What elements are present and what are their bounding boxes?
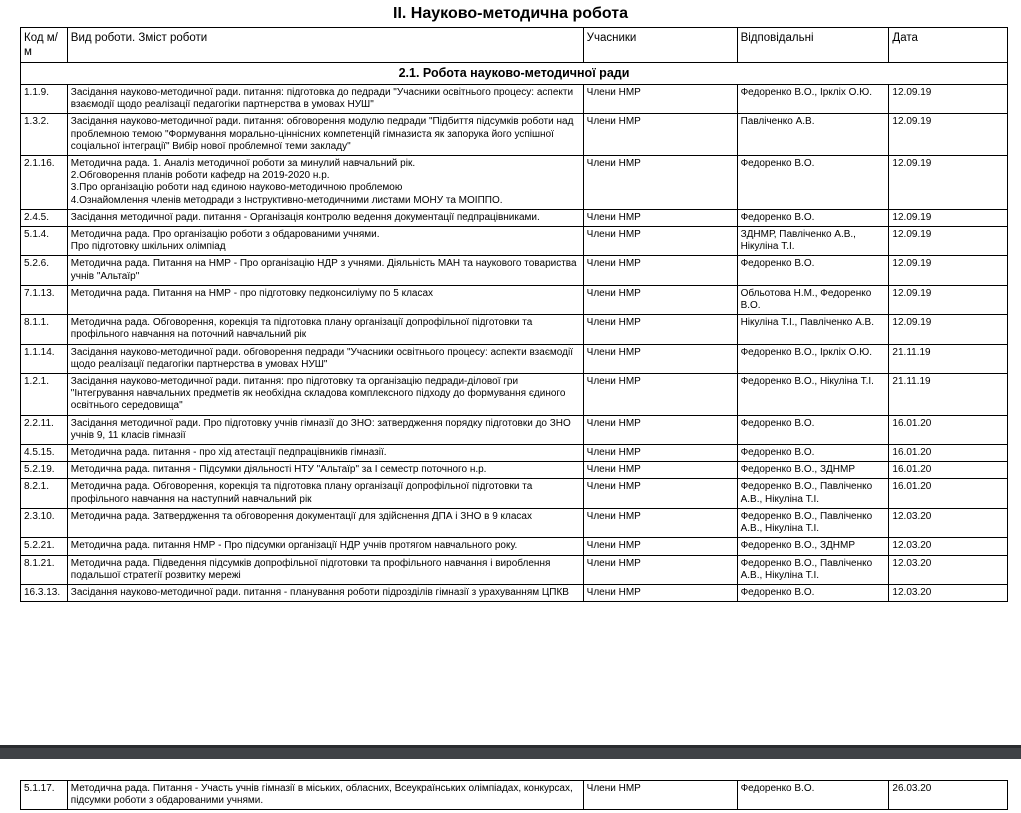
table-row xyxy=(21,508,1008,537)
work-plan-table xyxy=(20,27,1008,602)
section-row xyxy=(21,63,1008,85)
cell-participants: Члени НМР xyxy=(583,555,737,584)
cell-code: 7.1.13. xyxy=(21,285,68,314)
cell-participants: Члени НМР xyxy=(583,508,737,537)
cell-work: Засідання науково-методичної ради. питання: підготовка до педради "Учасники освітнього процесу: аспекти взаємодії щодо реалізації педагогіки партнерства в умовах НУШ" xyxy=(67,85,583,114)
cell-participants: Члени НМР xyxy=(583,781,737,810)
cell-work: Засідання науково-методичної ради. обговорення педради "Учасники освітнього процесу: аспекти взаємодії щодо реалізації педагогіки партнерства в умовах НУШ" xyxy=(67,344,583,373)
cell-date: 12.03.20 xyxy=(889,508,1008,537)
cell-participants: Члени НМР xyxy=(583,344,737,373)
cell-code: 2.4.5. xyxy=(21,209,68,226)
cell-responsible: Федоренко В.О., Павліченко А.В., Нікуліна Т.І. xyxy=(737,555,889,584)
cell-responsible: Федоренко В.О., Іркліх О.Ю. xyxy=(737,85,889,114)
table-row xyxy=(21,781,1008,810)
cell-code: 8.2.1. xyxy=(21,479,68,508)
cell-date: 26.03.20 xyxy=(889,781,1008,810)
cell-code: 8.1.21. xyxy=(21,555,68,584)
cell-participants: Члени НМР xyxy=(583,209,737,226)
cell-participants: Члени НМР xyxy=(583,227,737,256)
cell-code: 2.2.11. xyxy=(21,415,68,444)
cell-date: 12.09.19 xyxy=(889,315,1008,344)
cell-participants: Члени НМР xyxy=(583,538,737,555)
cell-work: Засідання методичної ради. питання - Організація контролю ведення документації педпрацівниками. xyxy=(67,209,583,226)
cell-code: 4.5.15. xyxy=(21,445,68,462)
cell-date: 12.09.19 xyxy=(889,156,1008,210)
cell-work: Засідання науково-методичної ради. питання: про підготовку та організацію педради-ділової гри "Інтегрування навчальних предметів як необхідна складова комплексного підходу до формування єдиного освітнього середовища" xyxy=(67,374,583,416)
cell-date: 21.11.19 xyxy=(889,344,1008,373)
header-work: Вид роботи. Зміст роботи xyxy=(67,28,583,63)
cell-participants: Члени НМР xyxy=(583,415,737,444)
cell-date: 12.03.20 xyxy=(889,555,1008,584)
table-row xyxy=(21,445,1008,462)
cell-participants: Члени НМР xyxy=(583,85,737,114)
cell-code: 16.3.13. xyxy=(21,584,68,601)
cell-work: Методична рада. Питання - Участь учнів гімназії в міських, обласних, Всеукраїнських олімпіадах, конкурсах, підсумки роботи з обдарованими учнями. xyxy=(67,781,583,810)
cell-work: Методична рада. Обговорення, корекція та підготовка плану організації допрофільної підготовки та профільного навчання на поточний навчальний рік xyxy=(67,315,583,344)
table-row xyxy=(21,462,1008,479)
cell-date: 12.03.20 xyxy=(889,584,1008,601)
table-row xyxy=(21,114,1008,156)
cell-date: 12.09.19 xyxy=(889,285,1008,314)
cell-responsible: Федоренко В.О. xyxy=(737,781,889,810)
cell-responsible: Федоренко В.О. xyxy=(737,156,889,210)
cell-participants: Члени НМР xyxy=(583,315,737,344)
cell-work: Методична рада. Питання на НМР - Про організацію НДР з учнями. Діяльність МАН та наукового товариства учнів "Альтаїр" xyxy=(67,256,583,285)
cell-date: 12.03.20 xyxy=(889,538,1008,555)
cell-responsible: Федоренко В.О., ЗДНМР xyxy=(737,538,889,555)
cell-date: 12.09.19 xyxy=(889,209,1008,226)
table-row xyxy=(21,479,1008,508)
table-row xyxy=(21,256,1008,285)
cell-code: 2.1.16. xyxy=(21,156,68,210)
cell-responsible: Федоренко В.О., Павліченко А.В., Нікуліна Т.І. xyxy=(737,508,889,537)
cell-responsible: Павліченко А.В. xyxy=(737,114,889,156)
header-responsible: Відповідальні xyxy=(737,28,889,63)
cell-work: Методична рада. 1. Аналіз методичної роботи за минулий навчальний рік. 2.Обговорення планів роботи кафедр на 2019-2020 н.р. 3.Про організацію роботи над єдиною науково-методичною проблемою 4.Ознайомлення членів методради з Інструктивно-методичними листами МОНУ та МОІППО. xyxy=(67,156,583,210)
cell-responsible: Федоренко В.О., ЗДНМР xyxy=(737,462,889,479)
cell-code: 8.1.1. xyxy=(21,315,68,344)
cell-date: 16.01.20 xyxy=(889,415,1008,444)
cell-participants: Члени НМР xyxy=(583,462,737,479)
cell-work: Методична рада. Про організацію роботи з обдарованими учнями. Про підготовку шкільних олімпіад xyxy=(67,227,583,256)
cell-code: 1.2.1. xyxy=(21,374,68,416)
cell-work: Методична рада. Обговорення, корекція та підготовка плану організації допрофільної підготовки та профільного навчання на наступний навчальний рік xyxy=(67,479,583,508)
table-row xyxy=(21,415,1008,444)
table-row xyxy=(21,85,1008,114)
cell-work: Методична рада. Підведення підсумків допрофільної підготовки та профільного навчання і вироблення подальшої стратегії розвитку мережі xyxy=(67,555,583,584)
cell-responsible: Федоренко В.О., Павліченко А.В., Нікуліна Т.І. xyxy=(737,479,889,508)
cell-work: Методична рада. питання НМР - Про підсумки організації НДР учнів протягом навчального року. xyxy=(67,538,583,555)
continued-table xyxy=(20,780,1008,810)
cell-code: 5.1.17. xyxy=(21,781,68,810)
cell-participants: Члени НМР xyxy=(583,479,737,508)
cell-date: 12.09.19 xyxy=(889,114,1008,156)
table-row xyxy=(21,227,1008,256)
cell-date: 16.01.20 xyxy=(889,479,1008,508)
header-code: Код м/м xyxy=(21,28,68,63)
cell-work: Засідання науково-методичної ради. питання: обговорення модулю педради "Підбиття підсумків роботи над проблемною темою "Формування морально-ціннісних компетенцій гімназиста як запорука його успішної соціальної інтеграції" Вибір нової проблемної теми закладу" xyxy=(67,114,583,156)
cell-responsible: Федоренко В.О. xyxy=(737,584,889,601)
cell-work: Засідання методичної ради. Про підготовку учнів гімназії до ЗНО: затвердження порядку підготовки до ЗНО учнів 9, 11 класів гімназії xyxy=(67,415,583,444)
cell-responsible: Обльотова Н.М., Федоренко В.О. xyxy=(737,285,889,314)
cell-work: Методична рада. питання - про хід атестації педпрацівників гімназії. xyxy=(67,445,583,462)
cell-responsible: Федоренко В.О., Іркліх О.Ю. xyxy=(737,344,889,373)
cell-responsible: Федоренко В.О., Нікуліна Т.І. xyxy=(737,374,889,416)
table-row xyxy=(21,538,1008,555)
cell-code: 5.2.21. xyxy=(21,538,68,555)
cell-code: 2.3.10. xyxy=(21,508,68,537)
cell-work: Методична рада. Питання на НМР - про підготовку педконсиліуму по 5 класах xyxy=(67,285,583,314)
cell-code: 1.3.2. xyxy=(21,114,68,156)
table-row xyxy=(21,584,1008,601)
table-row xyxy=(21,315,1008,344)
header-participants: Учасники xyxy=(583,28,737,63)
header-date: Дата xyxy=(889,28,1008,63)
cell-participants: Члени НМР xyxy=(583,285,737,314)
table-row xyxy=(21,209,1008,226)
table-row xyxy=(21,344,1008,373)
cell-responsible: Федоренко В.О. xyxy=(737,445,889,462)
cell-responsible: Федоренко В.О. xyxy=(737,209,889,226)
cell-date: 16.01.20 xyxy=(889,462,1008,479)
cell-work: Методична рада. питання - Підсумки діяльності НТУ "Альтаїр" за І семестр поточного н.р. xyxy=(67,462,583,479)
cell-date: 12.09.19 xyxy=(889,85,1008,114)
table-header-row xyxy=(21,28,1008,63)
cell-code: 5.2.19. xyxy=(21,462,68,479)
cell-participants: Члени НМР xyxy=(583,445,737,462)
cell-code: 1.1.14. xyxy=(21,344,68,373)
page-break-shadow xyxy=(0,745,1021,748)
section-title: 2.1. Робота науково-методичної ради xyxy=(21,63,1008,85)
cell-date: 12.09.19 xyxy=(889,256,1008,285)
page-break-divider xyxy=(0,745,1021,759)
cell-code: 5.1.4. xyxy=(21,227,68,256)
cell-date: 21.11.19 xyxy=(889,374,1008,416)
table-row xyxy=(21,374,1008,416)
cell-participants: Члени НМР xyxy=(583,256,737,285)
cell-date: 12.09.19 xyxy=(889,227,1008,256)
cell-responsible: Федоренко В.О. xyxy=(737,256,889,285)
cell-code: 1.1.9. xyxy=(21,85,68,114)
cell-participants: Члени НМР xyxy=(583,584,737,601)
cell-responsible: ЗДНМР, Павліченко А.В., Нікуліна Т.І. xyxy=(737,227,889,256)
page-title: II. Науково-методична робота xyxy=(393,5,628,22)
cell-code: 5.2.6. xyxy=(21,256,68,285)
cell-work: Засідання науково-методичної ради. питання - планування роботи підрозділів гімназії з урахуванням ЦПКВ xyxy=(67,584,583,601)
table-row xyxy=(21,555,1008,584)
table-row xyxy=(21,285,1008,314)
cell-participants: Члени НМР xyxy=(583,114,737,156)
cell-responsible: Федоренко В.О. xyxy=(737,415,889,444)
table-row xyxy=(21,156,1008,210)
cell-work: Методична рада. Затвердження та обговорення документації для здійснення ДПА і ЗНО в 9 класах xyxy=(67,508,583,537)
cell-date: 16.01.20 xyxy=(889,445,1008,462)
cell-participants: Члени НМР xyxy=(583,374,737,416)
cell-participants: Члени НМР xyxy=(583,156,737,210)
cell-responsible: Нікуліна Т.І., Павліченко А.В. xyxy=(737,315,889,344)
